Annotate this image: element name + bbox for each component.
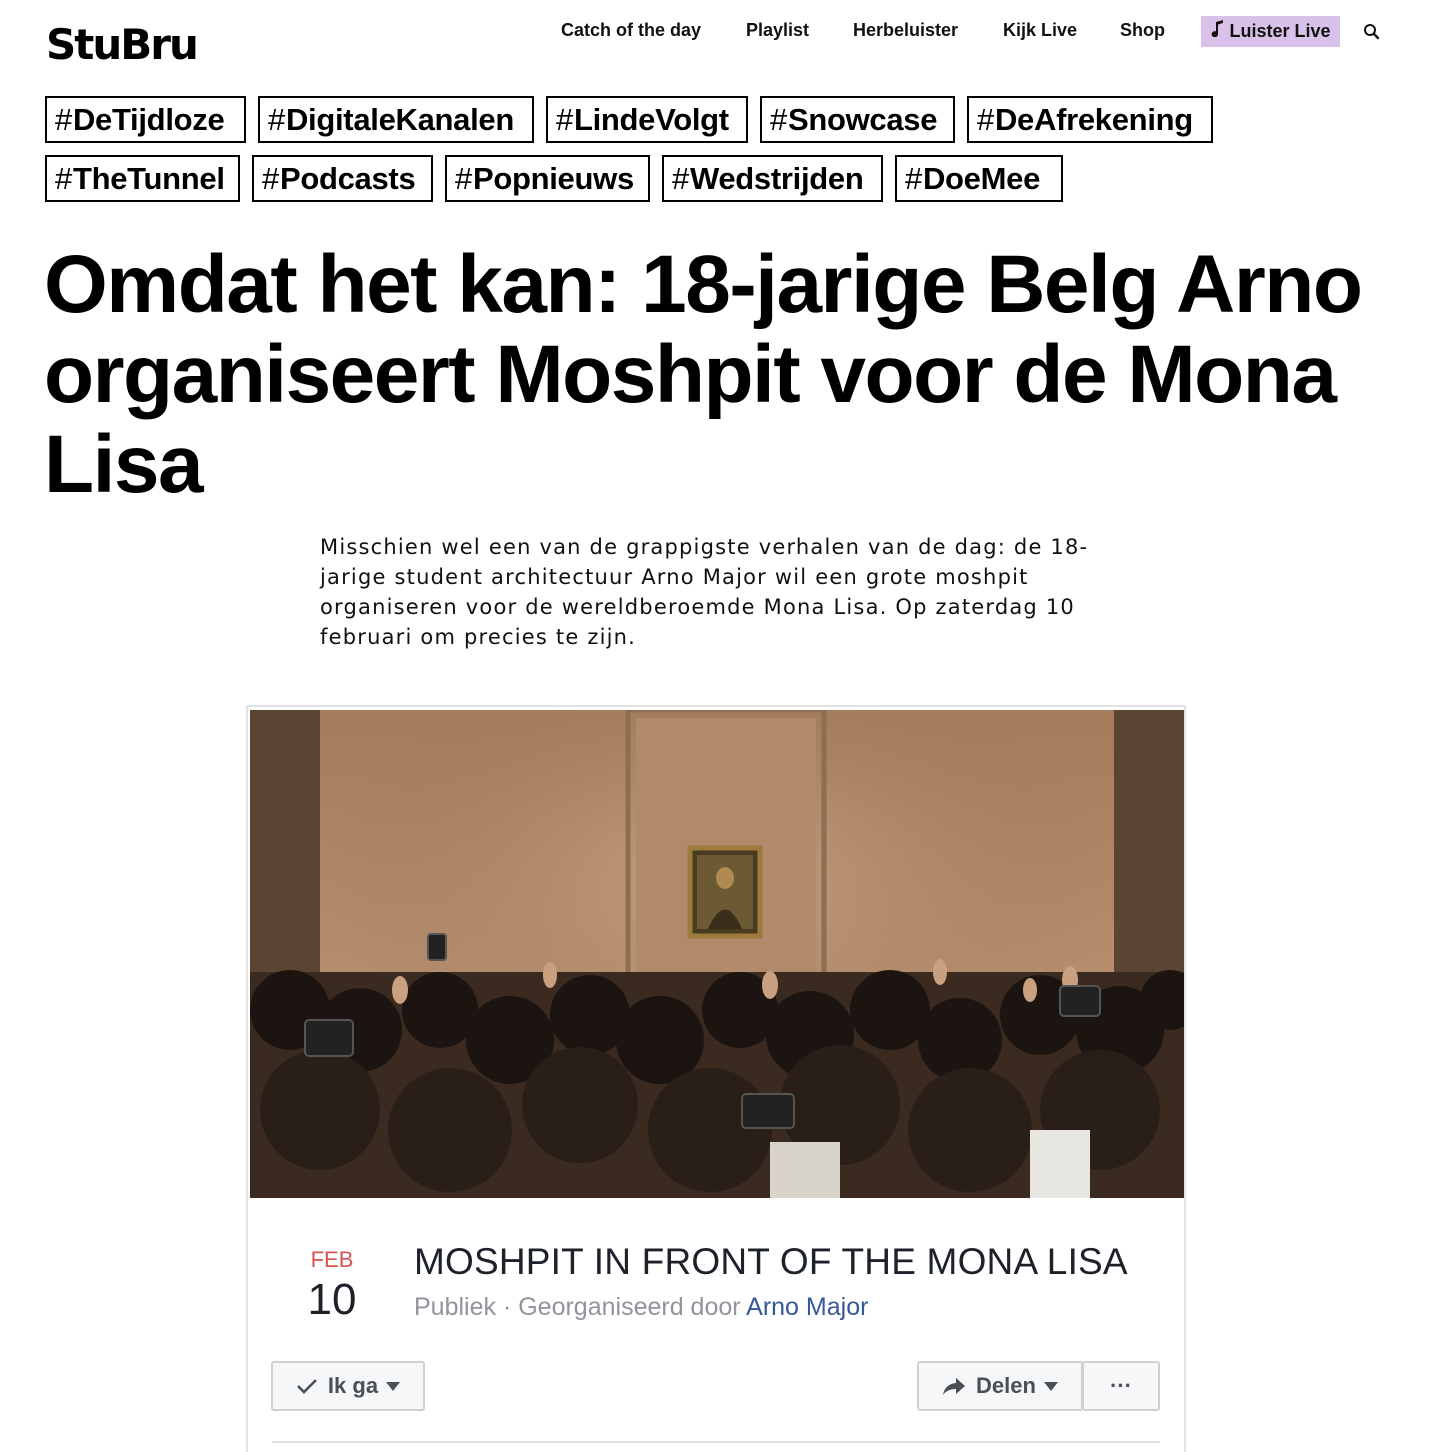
tag-podcasts[interactable]: # Podcasts (252, 155, 433, 202)
more-icon: ··· (1110, 1373, 1132, 1398)
tag-wedstrijden[interactable]: # Wedstrijden (662, 155, 883, 202)
share-button[interactable] (917, 1361, 1083, 1411)
nav-herbeluister[interactable]: Herbeluister (853, 20, 959, 40)
checkmark-icon (296, 1377, 318, 1395)
event-month: FEB (310, 1247, 354, 1272)
event-meta (414, 1293, 868, 1322)
listen-live-label: Luister Live (1229, 21, 1331, 41)
event-title[interactable]: MOSHPIT IN FRONT OF THE MONA LISA (414, 1241, 1128, 1282)
more-options-button[interactable] (1082, 1361, 1160, 1411)
tag-digitalekanalen[interactable]: # DigitaleKanalen (258, 96, 534, 143)
tag-thetunnel[interactable]: # TheTunnel (45, 155, 240, 202)
article-headline: Omdat het kan: 18-jarige Belg Arno organiseert Moshpit voor de Mona Lisa (44, 239, 1362, 510)
share-arrow-icon (942, 1376, 966, 1396)
nav-kijk-live[interactable]: Kijk Live (1003, 20, 1078, 40)
tag-lindevolgt[interactable]: # LindeVolgt (546, 96, 748, 143)
tag-detijdloze[interactable]: # DeTijdloze (45, 96, 246, 143)
tag-snowcase[interactable]: # Snowcase (760, 96, 955, 143)
listen-live-button[interactable] (1201, 16, 1340, 47)
stubru-logo[interactable]: StuBru (46, 20, 197, 69)
article-lede: Misschien wel een van de grappigste verhalen van de dag: de 18-jarige student architectuur Arno Major wil een grote moshpit organiseren voor de wereldberoemde Mona Lisa. Op zaterdag 10 februari om precies te zijn. (320, 535, 1089, 649)
nav-shop[interactable]: Shop (1120, 20, 1165, 40)
tag-popnieuws[interactable]: # Popnieuws (445, 155, 650, 202)
organized-by-label: Georganiseerd door (518, 1293, 747, 1321)
event-visibility: Publiek (414, 1293, 496, 1321)
meta-separator: · (496, 1293, 519, 1321)
music-note-icon (1210, 20, 1224, 43)
share-label: Delen (976, 1373, 1036, 1398)
going-label: Ik ga (327, 1373, 379, 1398)
mona-lisa-crowd-photo (250, 710, 1184, 1198)
event-day: 10 (307, 1275, 357, 1324)
tag-deafrekening[interactable]: # DeAfrekening (967, 96, 1213, 143)
tag-doemee[interactable]: # DoeMee (895, 155, 1063, 202)
chevron-down-icon (1044, 1382, 1058, 1391)
event-card (246, 705, 1186, 1452)
nav-catch-of-the-day[interactable]: Catch of the day (561, 20, 702, 40)
card-divider (272, 1441, 1160, 1443)
chevron-down-icon (386, 1382, 400, 1391)
search-icon[interactable] (1362, 22, 1382, 42)
nav-playlist[interactable]: Playlist (746, 20, 810, 40)
organizer-link[interactable]: Arno Major (746, 1293, 869, 1321)
main-nav (0, 16, 1438, 48)
going-button[interactable] (271, 1361, 425, 1411)
